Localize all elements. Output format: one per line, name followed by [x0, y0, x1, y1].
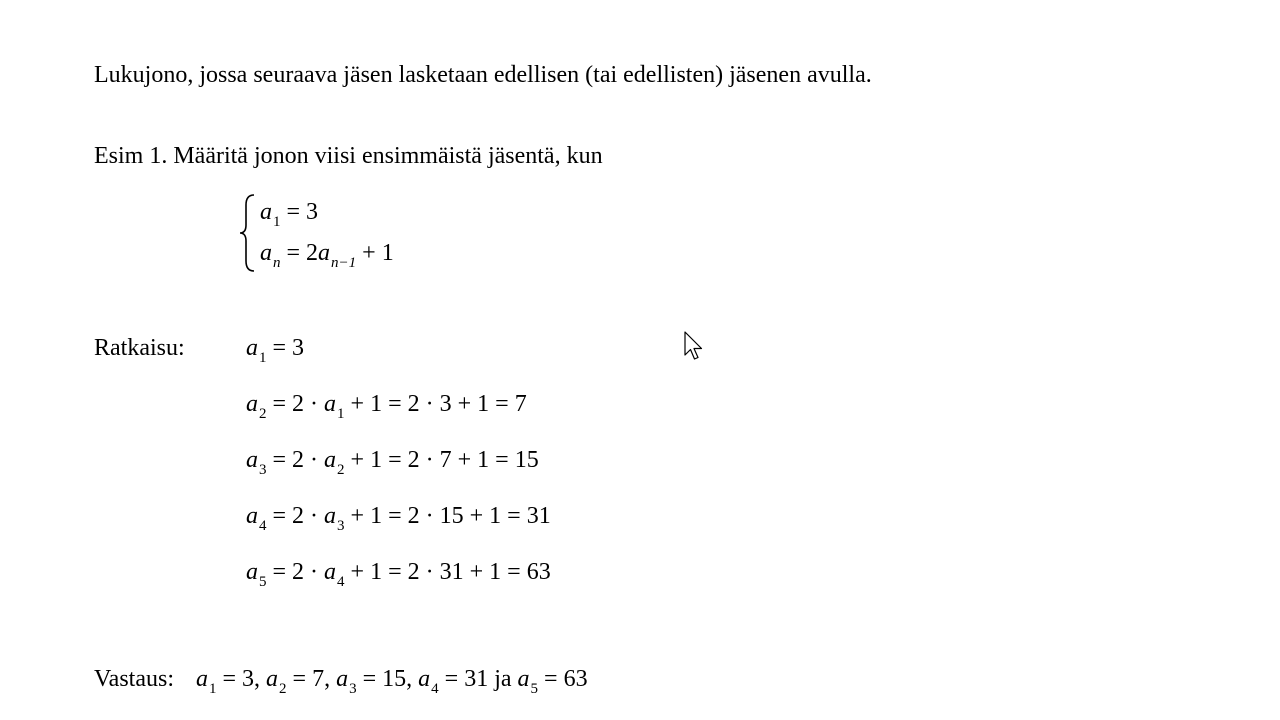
solution-step-4: $a_4 = 2 \cdot a_3 + 1 = 2 \cdot 15 + 1 = 31$ [246, 503, 551, 534]
answer-item: $a_1 = 3$, [196, 666, 261, 697]
intro-text: Lukujono, jossa seuraava jäsen lasketaan edellisen (tai edellisten) jäsenen avulla. [94, 62, 872, 88]
solution-step-2: $a_2 = 2 \cdot a_1 + 1 = 2 \cdot 3 + 1 = 7$ [246, 391, 527, 422]
answer-conjunction: ja [494, 666, 512, 692]
mouse-pointer-icon [684, 331, 706, 363]
answer-item: $a_3 = 15$, [336, 666, 413, 697]
solution-step-5: $a_5 = 2 \cdot a_4 + 1 = 2 \cdot 31 + 1 = 63$ [246, 559, 551, 590]
answer-line [94, 666, 588, 697]
system-equation-2: $a_n = 2a_{n-1} + 1$ [260, 240, 394, 271]
answer-item: $a_5 = 63$ [517, 666, 588, 697]
example-label: Esim 1. Määritä jonon viisi ensimmäistä jäsentä, kun [94, 143, 603, 169]
answer-item: $a_2 = 7$, [266, 666, 331, 697]
solution-label: Ratkaisu: [94, 335, 185, 361]
left-brace-icon [238, 193, 258, 273]
answer-item: $a_4 = 31$ [418, 666, 489, 697]
system-equation-1: $a_1 = 3$ [260, 199, 319, 230]
answer-label: Vastaus: [94, 666, 174, 692]
solution-step-3: $a_3 = 2 \cdot a_2 + 1 = 2 \cdot 7 + 1 = 15$ [246, 447, 539, 478]
solution-step-1: $a_1 = 3$ [246, 335, 305, 366]
